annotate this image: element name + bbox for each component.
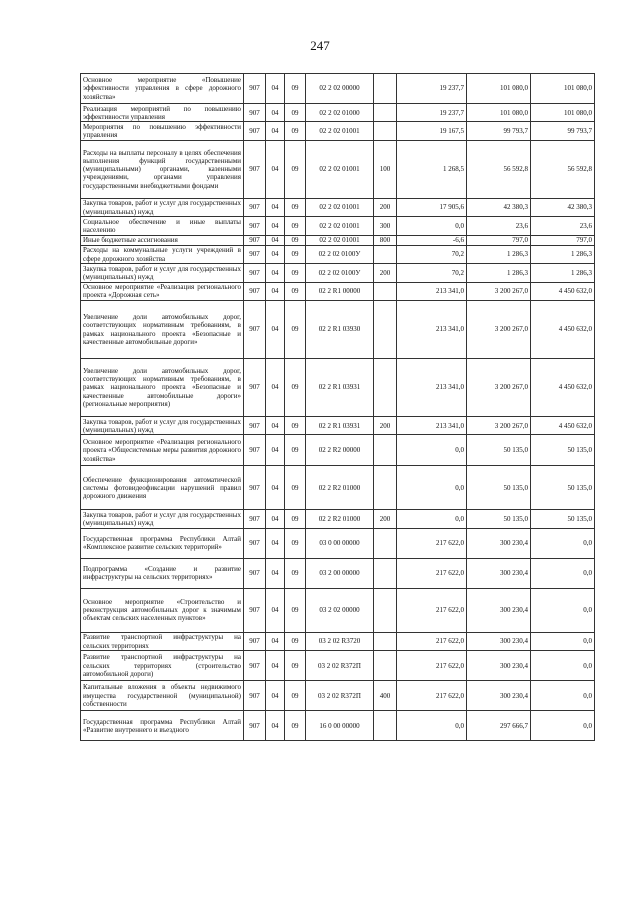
row-section-cell: 04 [266, 217, 285, 235]
row-name-cell: Капитальные вложения в объекты недвижимого имущества государственной (муниципальной) собственности [81, 681, 244, 711]
row-target-cell: 02 2 R1 03930 [306, 301, 374, 359]
row-amount-2-cell: 56 592,8 [467, 140, 531, 198]
row-target-cell: 02 2 R1 00000 [306, 282, 374, 300]
table-row [81, 588, 595, 632]
row-section-cell: 04 [266, 558, 285, 588]
row-name-cell: Мероприятия по повышению эффективности управления [81, 122, 244, 140]
row-section-cell: 04 [266, 651, 285, 681]
row-amount-3-cell: 23,6 [531, 217, 595, 235]
row-name-cell: Закупка товаров, работ и услуг для государственных (муниципальных) нужд [81, 264, 244, 282]
row-expense-type-cell: 800 [374, 235, 397, 245]
row-name-cell: Государственная программа Республики Алтай «Развитие внутреннего и въездного [81, 711, 244, 741]
row-ministry-cell: 907 [244, 282, 266, 300]
row-amount-2-cell: 797,0 [467, 235, 531, 245]
row-amount-2-cell: 3 200 267,0 [467, 417, 531, 435]
table-row [81, 528, 595, 558]
row-subsection-cell: 09 [285, 122, 306, 140]
row-section-cell: 04 [266, 264, 285, 282]
row-target-cell: 02 2 02 01001 [306, 217, 374, 235]
row-expense-type-cell [374, 282, 397, 300]
row-ministry-cell: 907 [244, 198, 266, 216]
row-name-cell: Иные бюджетные ассигнования [81, 235, 244, 245]
row-amount-1-cell: 19 237,7 [397, 74, 467, 104]
row-expense-type-cell [374, 711, 397, 741]
row-amount-1-cell: 213 341,0 [397, 359, 467, 417]
row-expense-type-cell [374, 245, 397, 263]
row-name-cell: Основное мероприятие «Реализация регионального проекта «Общесистемные меры развития дорожного хозяйства» [81, 435, 244, 466]
row-section-cell: 04 [266, 245, 285, 263]
table-row [81, 435, 595, 466]
row-subsection-cell: 09 [285, 528, 306, 558]
row-subsection-cell: 09 [285, 466, 306, 510]
row-section-cell: 04 [266, 588, 285, 632]
row-amount-3-cell: 50 135,0 [531, 466, 595, 510]
row-amount-3-cell: 1 286,3 [531, 264, 595, 282]
row-name-cell: Увеличение доли автомобильных дорог, соответствующих нормативным требованиям, в рамках национального проекта «Безопасные и качественные автомобильные дороги» (региональные мероприятия) [81, 359, 244, 417]
row-target-cell: 03 2 00 00000 [306, 558, 374, 588]
row-target-cell: 02 2 R2 01000 [306, 510, 374, 528]
row-section-cell: 04 [266, 435, 285, 466]
row-ministry-cell: 907 [244, 711, 266, 741]
row-amount-1-cell: 213 341,0 [397, 301, 467, 359]
row-expense-type-cell [374, 651, 397, 681]
row-subsection-cell: 09 [285, 198, 306, 216]
row-amount-1-cell: 19 237,7 [397, 104, 467, 122]
row-ministry-cell: 907 [244, 235, 266, 245]
row-section-cell: 04 [266, 122, 285, 140]
row-amount-1-cell: 217 622,0 [397, 528, 467, 558]
row-amount-3-cell: 0,0 [531, 632, 595, 650]
row-target-cell: 02 2 R1 03931 [306, 417, 374, 435]
row-amount-1-cell: 0,0 [397, 466, 467, 510]
row-target-cell: 03 0 00 00000 [306, 528, 374, 558]
row-expense-type-cell: 300 [374, 217, 397, 235]
row-ministry-cell: 907 [244, 359, 266, 417]
row-amount-3-cell: 0,0 [531, 651, 595, 681]
row-amount-2-cell: 1 286,3 [467, 245, 531, 263]
table-row [81, 558, 595, 588]
row-amount-1-cell: 70,2 [397, 245, 467, 263]
table-row [81, 74, 595, 104]
row-expense-type-cell [374, 74, 397, 104]
row-amount-1-cell: 217 622,0 [397, 632, 467, 650]
table-row [81, 651, 595, 681]
row-amount-2-cell: 42 380,3 [467, 198, 531, 216]
table-row [81, 245, 595, 263]
row-section-cell: 04 [266, 528, 285, 558]
row-subsection-cell: 09 [285, 711, 306, 741]
row-name-cell: Закупка товаров, работ и услуг для государственных (муниципальных) нужд [81, 510, 244, 528]
row-amount-1-cell: 17 905,6 [397, 198, 467, 216]
row-amount-2-cell: 3 200 267,0 [467, 282, 531, 300]
row-expense-type-cell: 200 [374, 264, 397, 282]
row-amount-2-cell: 99 793,7 [467, 122, 531, 140]
row-section-cell: 04 [266, 235, 285, 245]
row-subsection-cell: 09 [285, 588, 306, 632]
table-row [81, 417, 595, 435]
row-ministry-cell: 907 [244, 301, 266, 359]
row-subsection-cell: 09 [285, 217, 306, 235]
row-name-cell: Основное мероприятие «Реализация регионального проекта «Дорожная сеть» [81, 282, 244, 300]
row-expense-type-cell [374, 301, 397, 359]
row-subsection-cell: 09 [285, 632, 306, 650]
row-amount-3-cell: 101 080,0 [531, 104, 595, 122]
table-row [81, 711, 595, 741]
row-expense-type-cell [374, 528, 397, 558]
row-expense-type-cell [374, 435, 397, 466]
row-section-cell: 04 [266, 140, 285, 198]
row-ministry-cell: 907 [244, 632, 266, 650]
table-row [81, 264, 595, 282]
row-target-cell: 02 2 R2 01000 [306, 466, 374, 510]
row-target-cell: 03 2 02 R372П [306, 681, 374, 711]
table-row [81, 632, 595, 650]
row-amount-3-cell: 50 135,0 [531, 510, 595, 528]
row-section-cell: 04 [266, 74, 285, 104]
row-expense-type-cell: 200 [374, 510, 397, 528]
row-subsection-cell: 09 [285, 681, 306, 711]
row-name-cell: Закупка товаров, работ и услуг для государственных (муниципальных) нужд [81, 198, 244, 216]
row-ministry-cell: 907 [244, 528, 266, 558]
row-section-cell: 04 [266, 681, 285, 711]
row-target-cell: 03 2 02 00000 [306, 588, 374, 632]
row-subsection-cell: 09 [285, 510, 306, 528]
row-target-cell: 02 2 02 0100У [306, 245, 374, 263]
row-ministry-cell: 907 [244, 140, 266, 198]
row-name-cell: Государственная программа Республики Алтай «Комплексное развитие сельских территорий» [81, 528, 244, 558]
row-ministry-cell: 907 [244, 417, 266, 435]
row-amount-1-cell: 217 622,0 [397, 651, 467, 681]
row-section-cell: 04 [266, 301, 285, 359]
row-amount-2-cell: 300 230,4 [467, 528, 531, 558]
row-expense-type-cell [374, 122, 397, 140]
row-ministry-cell: 907 [244, 74, 266, 104]
row-name-cell: Расходы на выплаты персоналу в целях обеспечения выполнения функций государственными (муниципальными) органами, казенными учреждениями, органами управления государственными внебюджетными фондами [81, 140, 244, 198]
row-name-cell: Основное мероприятие «Повышение эффективности управления в сфере дорожного хозяйства» [81, 74, 244, 104]
table-row [81, 359, 595, 417]
row-amount-1-cell: 1 268,5 [397, 140, 467, 198]
row-amount-3-cell: 56 592,8 [531, 140, 595, 198]
row-section-cell: 04 [266, 198, 285, 216]
row-amount-3-cell: 0,0 [531, 528, 595, 558]
row-amount-1-cell: 19 167,5 [397, 122, 467, 140]
row-amount-2-cell: 50 135,0 [467, 510, 531, 528]
row-name-cell: Развитие транспортной инфраструктуры на сельских территориях (строительство автомобильной дороги) [81, 651, 244, 681]
row-section-cell: 04 [266, 711, 285, 741]
row-expense-type-cell [374, 466, 397, 510]
row-amount-1-cell: 217 622,0 [397, 681, 467, 711]
row-amount-1-cell: 0,0 [397, 510, 467, 528]
row-target-cell: 02 2 02 01000 [306, 104, 374, 122]
row-subsection-cell: 09 [285, 74, 306, 104]
row-amount-3-cell: 797,0 [531, 235, 595, 245]
row-amount-1-cell: 70,2 [397, 264, 467, 282]
row-subsection-cell: 09 [285, 282, 306, 300]
row-amount-3-cell: 4 450 632,0 [531, 282, 595, 300]
row-amount-1-cell: 217 622,0 [397, 558, 467, 588]
table-row [81, 122, 595, 140]
row-amount-3-cell: 0,0 [531, 588, 595, 632]
row-amount-1-cell: 213 341,0 [397, 282, 467, 300]
table-row [81, 140, 595, 198]
row-target-cell: 02 2 R2 00000 [306, 435, 374, 466]
row-section-cell: 04 [266, 632, 285, 650]
row-expense-type-cell: 200 [374, 198, 397, 216]
row-subsection-cell: 09 [285, 301, 306, 359]
row-amount-2-cell: 3 200 267,0 [467, 359, 531, 417]
row-amount-2-cell: 300 230,4 [467, 681, 531, 711]
row-amount-2-cell: 101 080,0 [467, 104, 531, 122]
row-ministry-cell: 907 [244, 510, 266, 528]
row-amount-3-cell: 4 450 632,0 [531, 417, 595, 435]
row-subsection-cell: 09 [285, 651, 306, 681]
row-target-cell: 16 0 00 00000 [306, 711, 374, 741]
row-target-cell: 02 2 02 00000 [306, 74, 374, 104]
row-expense-type-cell [374, 359, 397, 417]
row-amount-2-cell: 300 230,4 [467, 632, 531, 650]
row-amount-1-cell: 213 341,0 [397, 417, 467, 435]
row-name-cell: Увеличение доли автомобильных дорог, соответствующих нормативным требованиям, в рамках национального проекта «Безопасные и качественные автомобильные дороги» [81, 301, 244, 359]
row-name-cell: Обеспечение функционирования автоматической системы фотовидеофиксации нарушений правил дорожного движения [81, 466, 244, 510]
row-target-cell: 02 2 02 01001 [306, 140, 374, 198]
row-amount-3-cell: 1 286,3 [531, 245, 595, 263]
table-row [81, 282, 595, 300]
table-row [81, 510, 595, 528]
row-section-cell: 04 [266, 417, 285, 435]
row-expense-type-cell: 400 [374, 681, 397, 711]
row-section-cell: 04 [266, 359, 285, 417]
table-row [81, 301, 595, 359]
table-row [81, 681, 595, 711]
row-subsection-cell: 09 [285, 264, 306, 282]
row-subsection-cell: 09 [285, 104, 306, 122]
row-ministry-cell: 907 [244, 435, 266, 466]
row-expense-type-cell: 100 [374, 140, 397, 198]
row-expense-type-cell [374, 632, 397, 650]
row-amount-1-cell: 0,0 [397, 217, 467, 235]
row-ministry-cell: 907 [244, 466, 266, 510]
row-subsection-cell: 09 [285, 235, 306, 245]
table-row [81, 198, 595, 216]
table-row [81, 217, 595, 235]
row-amount-3-cell: 0,0 [531, 558, 595, 588]
row-amount-2-cell: 300 230,4 [467, 558, 531, 588]
row-amount-2-cell: 23,6 [467, 217, 531, 235]
row-name-cell: Социальное обеспечение и иные выплаты населению [81, 217, 244, 235]
page-number: 247 [310, 38, 330, 53]
row-amount-1-cell: 217 622,0 [397, 588, 467, 632]
row-amount-1-cell: 0,0 [397, 711, 467, 741]
row-ministry-cell: 907 [244, 558, 266, 588]
row-expense-type-cell [374, 588, 397, 632]
row-amount-2-cell: 300 230,4 [467, 651, 531, 681]
row-amount-3-cell: 101 080,0 [531, 74, 595, 104]
row-subsection-cell: 09 [285, 245, 306, 263]
row-target-cell: 02 2 02 01001 [306, 122, 374, 140]
table-row [81, 235, 595, 245]
row-ministry-cell: 907 [244, 651, 266, 681]
row-name-cell: Развитие транспортной инфраструктуры на сельских территориях [81, 632, 244, 650]
row-ministry-cell: 907 [244, 217, 266, 235]
row-name-cell: Подпрограмма «Создание и развитие инфраструктуры на сельских территориях» [81, 558, 244, 588]
row-expense-type-cell [374, 558, 397, 588]
row-amount-2-cell: 300 230,4 [467, 588, 531, 632]
row-amount-2-cell: 297 666,7 [467, 711, 531, 741]
row-subsection-cell: 09 [285, 140, 306, 198]
row-expense-type-cell: 200 [374, 417, 397, 435]
row-amount-3-cell: 4 450 632,0 [531, 359, 595, 417]
row-name-cell: Реализация мероприятий по повышению эффективности управления [81, 104, 244, 122]
row-amount-3-cell: 99 793,7 [531, 122, 595, 140]
row-target-cell: 02 2 02 01001 [306, 235, 374, 245]
row-name-cell: Расходы на коммунальные услуги учреждений в сфере дорожного хозяйства [81, 245, 244, 263]
row-expense-type-cell [374, 104, 397, 122]
row-name-cell: Основное мероприятие «Строительство и реконструкция автомобильных дорог к значимым объектам сельских населенных пунктов» [81, 588, 244, 632]
row-target-cell: 02 2 02 0100У [306, 264, 374, 282]
row-ministry-cell: 907 [244, 122, 266, 140]
row-subsection-cell: 09 [285, 558, 306, 588]
row-amount-3-cell: 0,0 [531, 681, 595, 711]
row-ministry-cell: 907 [244, 104, 266, 122]
row-amount-3-cell: 50 135,0 [531, 435, 595, 466]
row-section-cell: 04 [266, 510, 285, 528]
row-amount-1-cell: 0,0 [397, 435, 467, 466]
row-amount-2-cell: 1 286,3 [467, 264, 531, 282]
row-section-cell: 04 [266, 466, 285, 510]
table-row [81, 466, 595, 510]
row-section-cell: 04 [266, 104, 285, 122]
row-subsection-cell: 09 [285, 435, 306, 466]
row-ministry-cell: 907 [244, 681, 266, 711]
row-ministry-cell: 907 [244, 245, 266, 263]
row-target-cell: 02 2 02 01001 [306, 198, 374, 216]
row-amount-2-cell: 3 200 267,0 [467, 301, 531, 359]
row-subsection-cell: 09 [285, 359, 306, 417]
table-row [81, 104, 595, 122]
row-target-cell: 03 2 02 R3720 [306, 632, 374, 650]
row-name-cell: Закупка товаров, работ и услуг для государственных (муниципальных) нужд [81, 417, 244, 435]
row-ministry-cell: 907 [244, 588, 266, 632]
row-amount-3-cell: 0,0 [531, 711, 595, 741]
table-body [81, 74, 595, 741]
budget-table [80, 73, 595, 741]
row-section-cell: 04 [266, 282, 285, 300]
row-target-cell: 02 2 R1 03931 [306, 359, 374, 417]
row-ministry-cell: 907 [244, 264, 266, 282]
row-target-cell: 03 2 02 R372П [306, 651, 374, 681]
row-amount-2-cell: 101 080,0 [467, 74, 531, 104]
row-amount-3-cell: 4 450 632,0 [531, 301, 595, 359]
row-subsection-cell: 09 [285, 417, 306, 435]
row-amount-3-cell: 42 380,3 [531, 198, 595, 216]
row-amount-2-cell: 50 135,0 [467, 435, 531, 466]
row-amount-1-cell: -6,6 [397, 235, 467, 245]
row-amount-2-cell: 50 135,0 [467, 466, 531, 510]
